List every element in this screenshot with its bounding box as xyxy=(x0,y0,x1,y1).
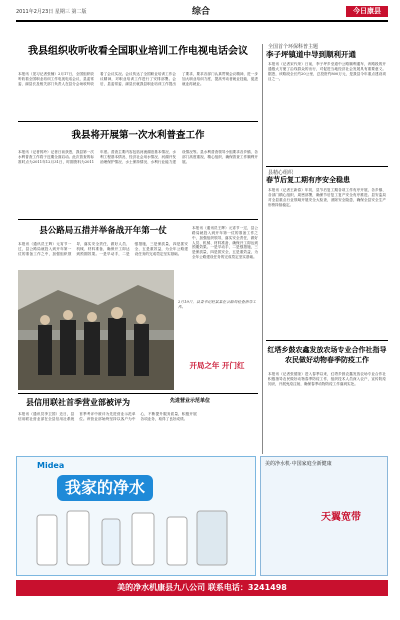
news-photo xyxy=(18,270,174,390)
product-images xyxy=(27,505,247,569)
photo-image xyxy=(18,270,174,390)
right1-kicker: 全国首个环保科普主题 xyxy=(268,44,319,50)
article4-body: 本报讯（通讯员李卫国）近日，县信用联社营业部在全县信用社系统首季考评中被评为先进营业示范单位。该营业部始终坚持以客户为中心，不断提升服务质量，积极开展各项业务，取得了良好成绩。 xyxy=(18,412,197,421)
midea-ad xyxy=(16,456,256,576)
right2-headline: 春节后复工期有序安全稳患 xyxy=(266,176,350,184)
right3-headline: 红塔乡鼓农鑫发放农场专业合作社指导农民做好动物春季防疫工作 xyxy=(267,346,387,364)
divider xyxy=(18,219,258,220)
divider xyxy=(266,340,388,341)
telecom-logo: 天翼宽带 xyxy=(321,512,361,523)
midea-slogan: 我家的净水 xyxy=(57,475,153,501)
right1-body: 本报讯（记者宋代荣）日前，李子坪乡至道中公路顺利通车，该路段的开通极大方便了沿线群众的出行，对促进当地经济社会发展具有重要意义。据悉，该路段全长约20公里，总投资约800万元，是我县今年重点建设项目之一。 xyxy=(268,62,386,81)
midea-logo: Midea xyxy=(37,461,65,470)
header-bar xyxy=(16,6,388,18)
article3-body-cont: 本报讯（通讯员王辉）元宵节一过，县公路局就投入到开年第一仗的准备工作之中，加强组织领导，落实安全责任，做好人员、机械、材料准备，确保开工即达到预期效果。一是早动手，二是强措施，三是保质量，四是抓安全，五是重效益，为全年公路建设任务的完成奠定坚实基础。 xyxy=(192,226,258,260)
issue-date: 2011年2月23日 星期三 第二版 xyxy=(16,9,87,15)
header-rule xyxy=(16,20,388,22)
right2-body: 本报讯（记者王新春）年初，县节后复工期各项工作有序开展，各乡镇、各部门精心组织，周密部署，确保节后复工复产安全有序推进。县安监局对全县重点行业领域开展安全大检查，消除安全隐患，确保全县安全生产形势持续稳定。 xyxy=(268,188,386,207)
article2-headline: 我县将开展第一次水利普查工作 xyxy=(71,130,205,141)
right3-body: 本报讯（记者张德奎）进入春季以来，红塔乡鼓农鑫发放农场专业合作社积极指导农民做好动物春季防疫工作，组织技术人员深入农户，宣传防疫知识，开展免疫注射，确保春季动物防疫工作落到实处。 xyxy=(268,372,386,386)
top-headline: 我县组织收听收看全国职业培训工作电视电话会议 xyxy=(28,46,248,57)
top-article-body: 本报讯（见习记者张楠）2月17日，全国组织收听收看全国职业培训工作电视电话会议，县委常委、副县长及相关部门负责人在县分会场收听收看了会议实况。会议传达了全国职业培训工作会议精神，对职业培训工作进行了安排部署。会后，县委常委、副县长就我县职业培训工作提出了要求，要求各部门认真贯彻会议精神，进一步加大职业培训力度，提高劳动者就业技能，促进就业再就业。 xyxy=(18,72,258,86)
photo-caption-red: 开局之年 开门红 xyxy=(189,361,245,370)
bottom-banner: 美的净水机康县九八公司 联系电话：3241498 xyxy=(16,580,388,596)
telecom-ad xyxy=(260,456,388,576)
article4-headline: 县信用联社首季营业部被评为 xyxy=(26,398,130,407)
article4-subheadline: 先进营业示范单位 xyxy=(169,398,210,404)
right2-kicker: 县精心组织 xyxy=(268,170,294,176)
telecom-ad-title: 美的净水机·中国家庭全新健康 xyxy=(265,461,332,467)
divider xyxy=(266,166,388,167)
photo-caption: 2月19日，县委书记赵某某在公路局检查指导工作。 xyxy=(178,300,256,309)
divider xyxy=(18,121,258,122)
article3-body: 本报讯（通讯员王辉）元宵节一过，县公路局就投入到开年第一仗的准备工作之中，加强组织领导，落实安全责任，做好人员、机械、材料准备，确保开工即达到预期效果。一是早动手，二是强措施，三是保质量，四是抓安全，五是重效益，为全年公路建设任务的完成奠定坚实基础。 xyxy=(18,242,188,256)
divider xyxy=(18,393,258,394)
newspaper-logo: 今日康县 xyxy=(346,6,388,17)
article3-headline: 县公路局五措并举备战开年第一仗 xyxy=(39,226,167,236)
right1-headline: 李子坪镇道中导到顺利开通 xyxy=(266,50,356,59)
column-divider xyxy=(262,44,263,454)
section-title: 综合 xyxy=(192,7,211,17)
article2-body: 本报讯（记者郭玲）记者日前获悉，我县第一次水利普查工作将于近期全面启动。此次普查的标准时点为2011年12月31日，时期资料为2011年度。普查主要内容包括河流湖泊基本情况、水利工程基本情况、经济社会用水情况、河湖开发治理保护情况、水土保持情况、水利行业能力建设情况等。县水利普查领导小组要求各乡镇、各部门高度重视，精心组织，确保普查工作顺利开展。 xyxy=(18,150,258,164)
